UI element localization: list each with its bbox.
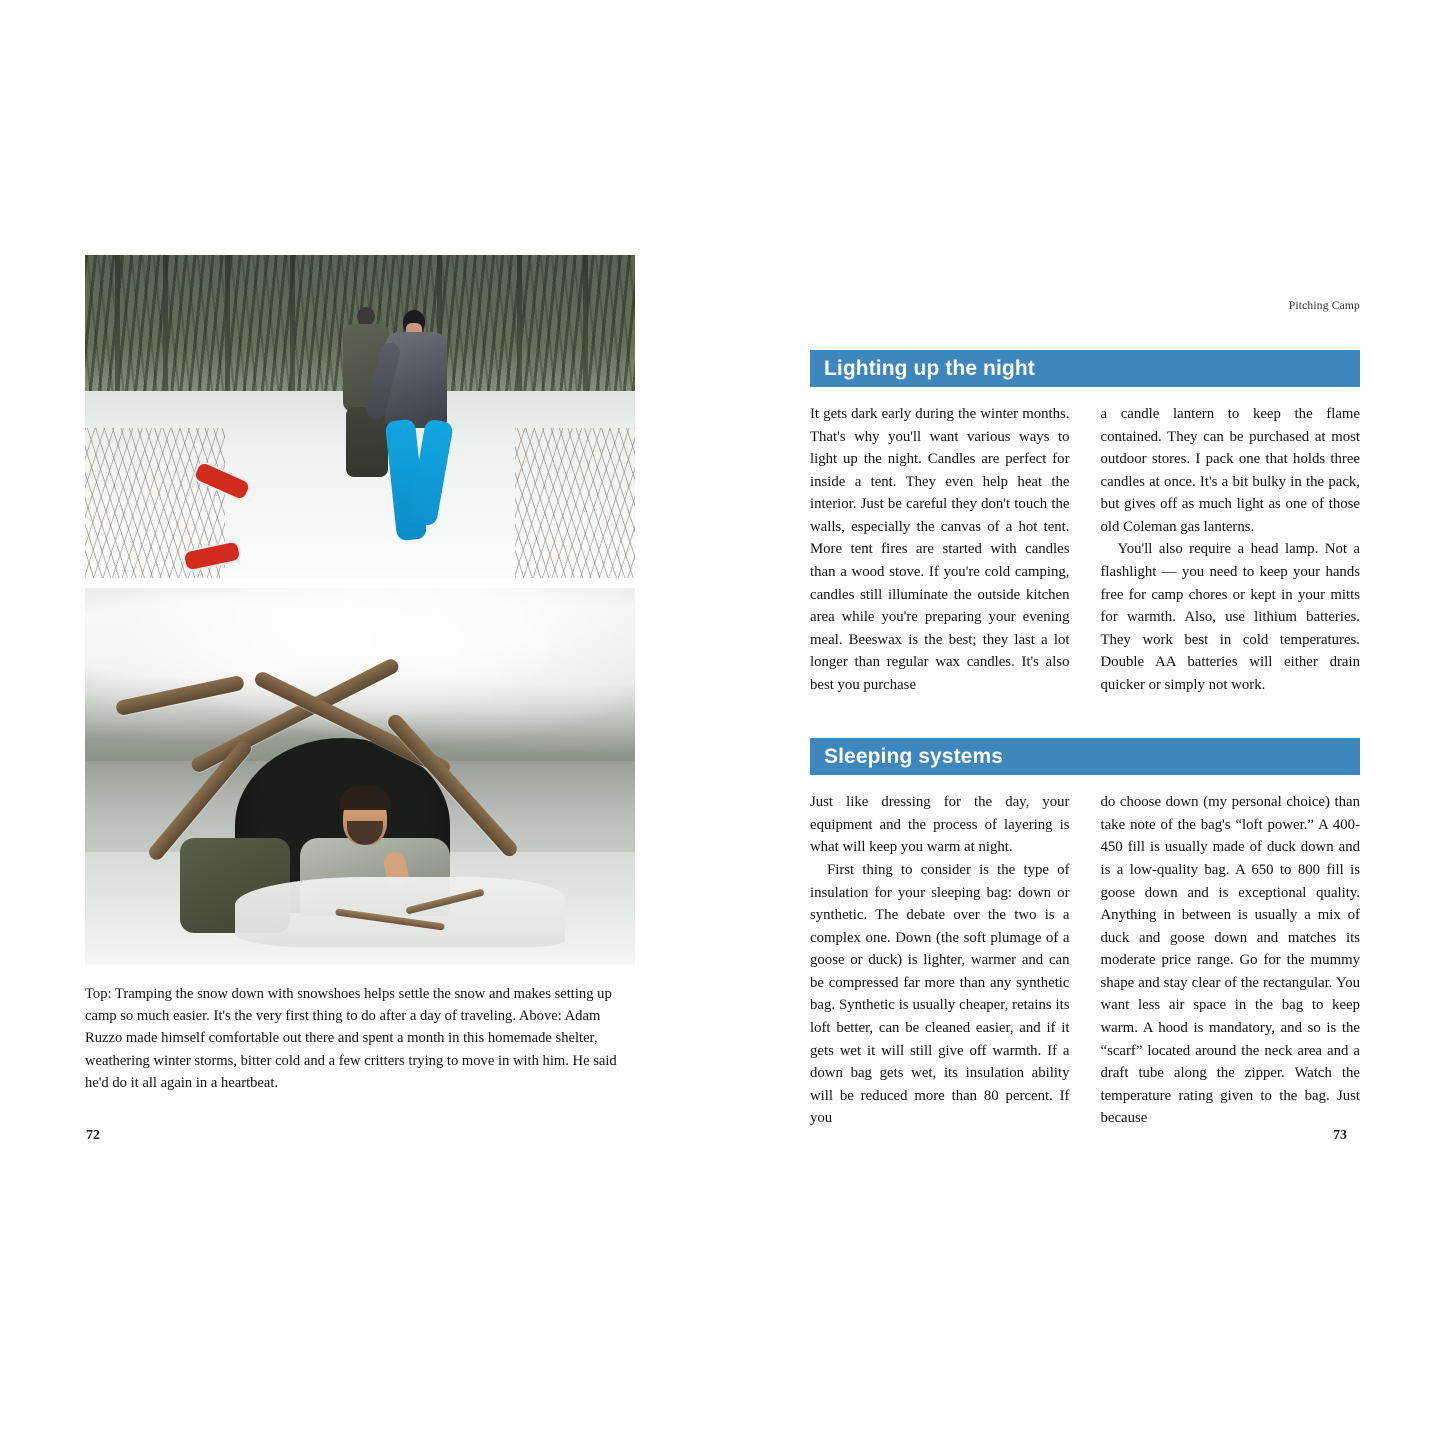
paragraph: First thing to consider is the type of insulation for your sleeping bag: down or synthetic. The debate over the two is a complex one. Down (the soft plumage of a goose or duck) is lighter, warmer and can be compressed far more than any synthetic bag. Synthetic is usually cheaper, retains its loft better, can be cleaned easier, and if it gets wet it will still give off warmth. If a down bag gets wet, its insulation ability will be reduced more than 80 percent. If you	[810, 862, 1070, 1127]
person-hair	[339, 786, 391, 810]
paragraph: a candle lantern to keep the flame contained. They can be purchased at most outdoor stores. I pack one that holds three candles at once. It's a bit bulky in the pack, but gives off as much light as one of those old Coleman gas lanterns.	[1100, 406, 1360, 535]
photo-snowshoers	[85, 255, 635, 578]
page-number-left: 72	[86, 1128, 100, 1143]
section-heading-lighting: Lighting up the night	[810, 350, 1360, 387]
photo-caption: Top: Tramping the snow down with snowshoes helps settle the snow and makes setting up camp so much easier. It's the very first thing to do after a day of traveling. Above: Adam Ruzzo made himself comfortable out there and spent a month in this homemade shelter, weathering winter storms, bitter cold and a few critters trying to move in with him. He said he'd do it all again in a heartbeat.	[85, 986, 617, 1091]
paragraph: do choose down (my personal choice) than take note of the bag's “loft power.” A 400-450 fill is usually made of duck down and is a low-quality bag. A 650 to 800 fill is goose down and is exceptional quality. Anything in between is usually a mix of duck and goose down and matches its moderate price range. Go for the mummy shape and stay clear of the rectangular. You want less air space in the bag to keep warm. A hood is mandatory, and so is the “scarf” located around the neck area and a draft tube along the zipper. Watch the temperature rating given to the bag. Just because	[1100, 794, 1360, 1127]
column-left	[810, 403, 1070, 696]
section-heading-sleeping: Sleeping systems	[810, 738, 1360, 775]
column-right	[1101, 403, 1361, 696]
brush-right	[515, 428, 635, 578]
photo-snow-shelter	[85, 588, 635, 965]
column-left	[810, 791, 1070, 1129]
paragraph: Just like dressing for the day, your equipment and the process of layering is what will keep you warm at night.	[810, 794, 1070, 856]
paragraph: You'll also require a head lamp. Not a flashlight — you need to keep your hands free for camp chores or kept in your mitts for warmth. Also, use lithium batteries. They work best in cold temperatures. Double AA batteries will either drain quicker or simply not work.	[1100, 541, 1360, 693]
right-page	[810, 300, 1360, 1130]
left-page	[85, 255, 635, 1094]
section-spacer	[810, 696, 1360, 738]
paragraph: It gets dark early during the winter months. That's why you'll want various ways to light up the night. Candles are perfect for inside a tent. They even help heat the interior. Just be careful they don't touch the walls, especially the canvas of a hot tent. More tent fires are started with candles than a wood stove. If you're cold camping, candles still illuminate the outside kitchen area while you're preparing your evening meal. Beeswax is the best; they last a lot longer than regular wax candles. It's also best you purchase	[810, 406, 1070, 693]
section-body-sleeping	[810, 791, 1360, 1129]
column-right	[1101, 791, 1361, 1129]
ground-tarp	[235, 877, 565, 947]
running-head: Pitching Camp	[1288, 300, 1360, 312]
section-body-lighting	[810, 403, 1360, 696]
page-number-right: 73	[1333, 1128, 1347, 1143]
